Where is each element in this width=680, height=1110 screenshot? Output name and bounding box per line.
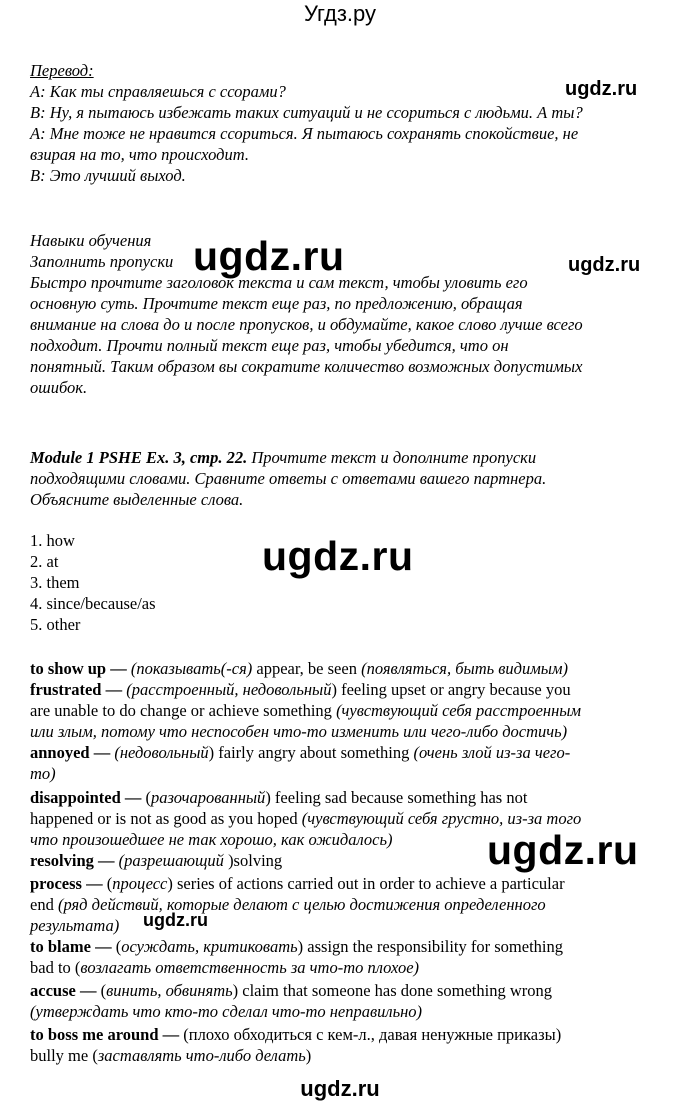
- vocab-paren: (: [96, 981, 107, 1000]
- vocab-translation: (чувствующий себя расстроенным: [336, 701, 581, 720]
- vocab-paren: (: [111, 937, 122, 956]
- vocab-translation: (недовольный: [110, 743, 209, 762]
- vocab-line: [30, 721, 567, 742]
- vocab-term: annoyed —: [30, 743, 111, 762]
- vocab-translation: (чувствующий себя грустно, из-за того: [301, 809, 582, 828]
- vocab-line: [30, 873, 565, 894]
- vocab-line: [30, 700, 581, 721]
- vocab-translation: (разрешающий: [114, 851, 224, 870]
- vocab-translation: (утверждать что кто-то сделал что-то неправильно): [30, 1002, 423, 1021]
- vocab-line: [30, 936, 563, 957]
- vocab-term: process —: [30, 874, 103, 893]
- vocab-line: [30, 829, 392, 850]
- task-ref: Module 1 PSHE Ex. 3, стр. 22.: [30, 448, 248, 467]
- vocab-paren: (: [141, 788, 152, 807]
- watermark: ugdz.ru: [262, 533, 414, 579]
- vocab-definition: appear, be seen: [252, 659, 362, 678]
- vocab-definition: ) claim that someone has done something wrong: [232, 981, 553, 1000]
- vocab-line: [30, 894, 546, 915]
- answer-item: 4. since/because/as: [30, 594, 156, 613]
- vocab-line: [30, 980, 552, 1001]
- vocab-definition: ) fairly angry about something: [208, 743, 414, 762]
- skills-line-2: основную суть. Прочтите текст еще раз, по предложению, обращая: [30, 294, 523, 313]
- answer-item: 5. other: [30, 615, 81, 634]
- vocab-translation: результата): [30, 916, 120, 935]
- vocab-definition: ) feeling upset or angry because you: [331, 680, 571, 699]
- task-line-3: Объясните выделенные слова.: [30, 490, 244, 509]
- vocab-definition: )solving: [223, 851, 283, 870]
- vocab-translation: что произошедшее не так хорошо, как ожидалось): [30, 830, 393, 849]
- vocab-translation: (ряд действий, которые делают с целью достижения определенного: [57, 895, 546, 914]
- vocab-definition: end: [30, 895, 58, 914]
- vocab-translation: (расстроенный, недовольный: [122, 680, 332, 699]
- vocab-line: [30, 850, 282, 871]
- answer-item: 2. at: [30, 552, 59, 571]
- vocab-definition: bad to (: [30, 958, 81, 977]
- vocab-line: [30, 915, 119, 936]
- vocab-definition: happened or is not as good as you hoped: [30, 809, 302, 828]
- vocab-line: [30, 763, 56, 784]
- vocab-term: resolving —: [30, 851, 115, 870]
- vocab-translation: (показывать(-ся): [126, 659, 253, 678]
- answer-item: 3. them: [30, 573, 80, 592]
- translation-line-1: A: Как ты справляешься с ссорами?: [30, 82, 286, 101]
- vocab-line: [30, 787, 527, 808]
- vocab-line: [30, 957, 419, 978]
- translation-line-2: B: Ну, я пытаюсь избежать таких ситуаций и не ссориться с людьми. А ты?: [30, 103, 583, 122]
- watermark: ugdz.ru: [193, 233, 345, 279]
- vocab-line: [30, 742, 570, 763]
- vocab-translation: или злым, потому что неспособен что-то изменить или чего-либо достичь): [30, 722, 568, 741]
- skills-heading: Навыки обучения: [30, 231, 152, 250]
- vocab-term: to boss me around —: [30, 1025, 180, 1044]
- watermark: ugdz.ru: [487, 827, 639, 873]
- vocab-translation: то): [30, 764, 56, 783]
- task-line-1: [30, 447, 536, 468]
- vocab-term: disappointed —: [30, 788, 142, 807]
- answer-item: 1. how: [30, 531, 75, 550]
- vocab-paren: (: [102, 874, 113, 893]
- task-line-2: подходящими словами. Сравните ответы с ответами вашего партнера.: [30, 469, 547, 488]
- skills-subheading: Заполнить пропуски: [30, 252, 174, 271]
- vocab-paren: ): [305, 1046, 312, 1065]
- vocab-definition: are unable to do change or achieve something: [30, 701, 337, 720]
- vocab-translation: процесс: [112, 874, 168, 893]
- vocab-translation: разочарованный: [151, 788, 266, 807]
- watermark: ugdz.ru: [143, 910, 208, 930]
- watermark: ugdz.ru: [565, 78, 638, 100]
- vocab-line: [30, 1001, 422, 1022]
- skills-line-6: ошибок.: [30, 378, 88, 397]
- vocab-definition: ) assign the responsibility for something: [297, 937, 564, 956]
- translation-heading: Перевод:: [30, 61, 94, 80]
- vocab-translation: винить, обвинять: [106, 981, 233, 1000]
- skills-line-3: внимание на слова до и после пропусков, и обдумайте, какое слово лучше всего: [30, 315, 583, 334]
- vocab-translation: осуждать, критиковать: [121, 937, 298, 956]
- skills-line-5: понятный. Таким образом вы сократите количество возможных допустимых: [30, 357, 583, 376]
- vocab-translation: (очень злой из-за чего-: [413, 743, 571, 762]
- vocab-line: [30, 1024, 561, 1045]
- vocab-line: [30, 1045, 311, 1066]
- vocab-term: frustrated —: [30, 680, 123, 699]
- skills-line-4: подходит. Прочти полный текст еще раз, чтобы убедится, что он: [30, 336, 509, 355]
- vocab-definition: ) feeling sad because something has not: [265, 788, 528, 807]
- vocab-definition: bully me (: [30, 1046, 98, 1065]
- vocab-translation: возлагать ответственность за что-то плохое): [80, 958, 420, 977]
- vocab-definition: ) series of actions carried out in order to achieve a particular: [167, 874, 565, 893]
- vocab-term: accuse —: [30, 981, 97, 1000]
- vocab-translation: (появляться, быть видимым): [361, 659, 568, 678]
- watermark: ugdz.ru: [568, 254, 641, 276]
- site-title: Угдз.ру: [303, 1, 377, 26]
- vocab-line: [30, 679, 571, 700]
- footer-watermark: ugdz.ru: [300, 1076, 380, 1101]
- vocab-line: [30, 658, 568, 679]
- vocab-translation: заставлять что-либо делать: [97, 1046, 306, 1065]
- translation-line-4: взирая на то, что происходит.: [30, 145, 249, 164]
- vocab-term: to show up —: [30, 659, 127, 678]
- vocab-translation: (плохо обходиться с кем-л., давая ненужные приказы): [179, 1025, 562, 1044]
- task-line-1-rest: Прочтите текст и дополните пропуски: [247, 448, 537, 467]
- translation-line-5: B: Это лучший выход.: [30, 166, 186, 185]
- vocab-term: to blame —: [30, 937, 112, 956]
- skills-line-1: Быстро прочтите заголовок текста и сам текст, чтобы уловить его: [30, 273, 528, 292]
- translation-line-3: A: Мне тоже не нравится ссориться. Я пытаюсь сохранять спокойствие, не: [30, 124, 579, 143]
